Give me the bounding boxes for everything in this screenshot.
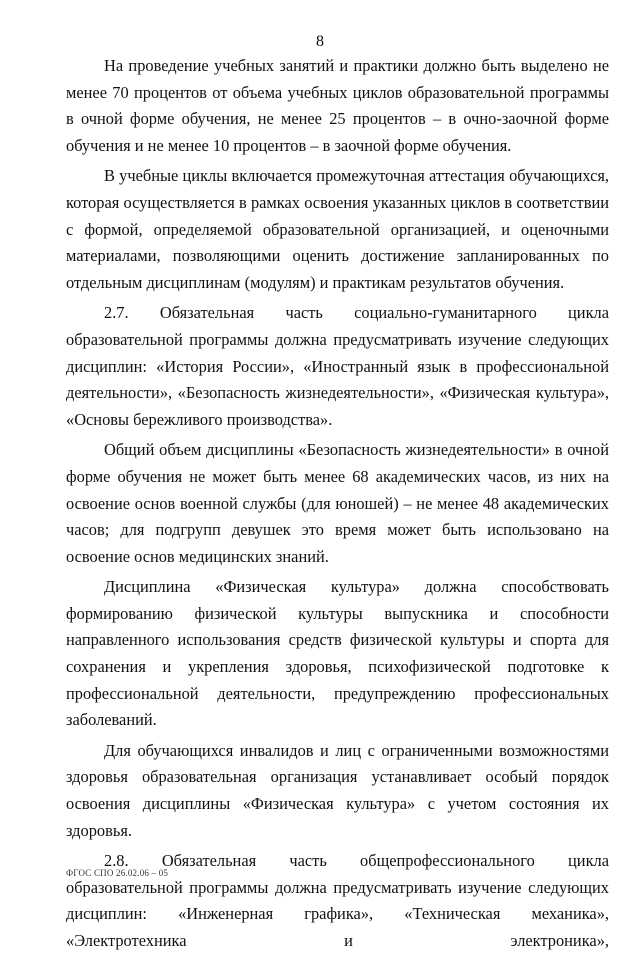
paragraph-physical-culture: Дисциплина «Физическая культура» должна способствовать формированию физической культуры выпускника и способности направленного использования средств физической культуры и спорта для сохранения и укрепления здоровья, психофизической подготовке к профессиональной деятельности, предупреждению профессиональных заболеваний. [66, 577, 609, 730]
paragraph-life-safety-volume: Общий объем дисциплины «Безопасность жизнедеятельности» в очной форме обучения не может быть менее 68 академических часов, из них на освоение основ военной службы (для юношей) – не менее 48 академических часов; для подгрупп девушек это время может быть использовано на освоение основ медицинских знаний. [66, 440, 609, 566]
document-footer-code: ФГОС СПО 26.02.06 – 05 [66, 868, 169, 878]
paragraph-section-2-7: 2.7. Обязательная часть социально-гуманитарного цикла образовательной программы должна предусматривать изучение следующих дисциплин: «История России», «Иностранный язык в профессиональной деятельности», «Безопасность жизнедеятельности», «Физическая культура», «Основы бережливого производства». [66, 303, 609, 429]
document-body [66, 53, 609, 955]
paragraph-practice-share: На проведение учебных занятий и практики должно быть выделено не менее 70 процентов от объема учебных циклов образовательной программы в очной форме обучения, не менее 25 процентов – в очно-заочной форме обучения и не менее 10 процентов – в заочной форме обучения. [66, 56, 609, 155]
paragraph-intermediate-certification: В учебные циклы включается промежуточная аттестация обучающихся, которая осуществляется в рамках освоения указанных циклов в соответствии с формой, определяемой образовательной организацией, и оценочными материалами, позволяющими оценить достижение запланированных по отдельным дисциплинам (модулям) и практикам результатов обучения. [66, 166, 609, 292]
page-number: 8 [316, 33, 324, 50]
paragraph-section-2-8: 2.8. Обязательная часть общепрофессионального цикла образовательной программы должна предусматривать изучение следующих дисциплин: «Инженерная графика», «Техническая механика», «Электротехника и электроника», [66, 851, 609, 950]
paragraph-disabled-students: Для обучающихся инвалидов и лиц с ограниченными возможностями здоровья образовательная организация устанавливает особый порядок освоения дисциплины «Физическая культура» с учетом состояния их здоровья. [66, 740, 609, 840]
